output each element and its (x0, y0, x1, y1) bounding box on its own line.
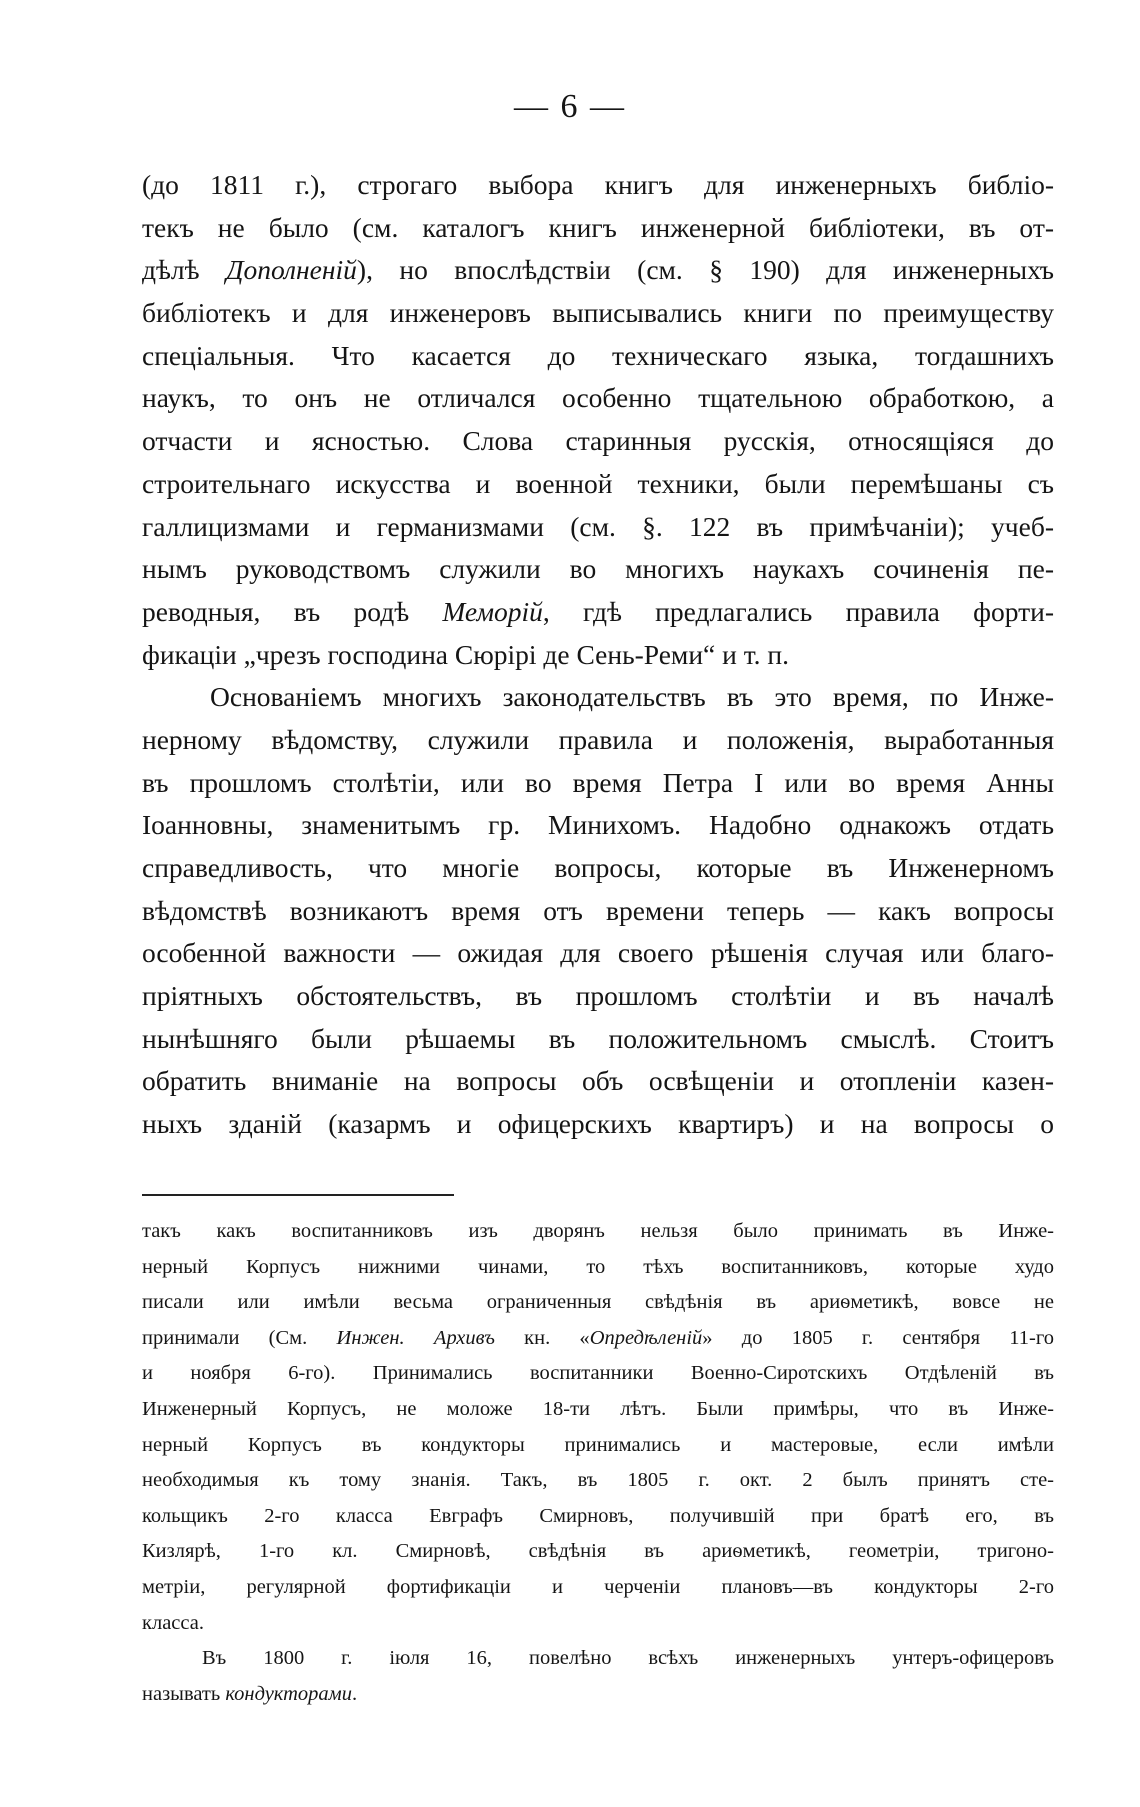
body-line: пріятныхъ обстоятельствъ, въ прошломъ столѣтіи и въ началѣ (142, 980, 1054, 1012)
footnote-line: метріи, регулярной фортификаціи и черченіи плановъ—въ кондукторы 2-го (142, 1575, 1054, 1598)
body-line: строительнаго искусства и военной техники, были перемѣшаны съ (142, 467, 1054, 499)
body-line: нымъ руководствомъ служили во многихъ наукахъ сочиненія пе- (142, 553, 1054, 585)
footnote-line: писали или имѣли весьма ограниченныя свѣдѣнія въ ариѳметикѣ, вовсе не (142, 1291, 1054, 1314)
body-line: Іоанновны, знаменитымъ гр. Минихомъ. Надобно однакожъ отдать (142, 809, 1054, 841)
body-line: библіотекъ и для инженеровъ выписывались книги по преимуществу (142, 297, 1054, 329)
footnote-paragraph-start: Въ 1800 г. іюля 16, повелѣно всѣхъ инженерныхъ унтеръ-офицеровъ (202, 1647, 1054, 1670)
footnote-separator (142, 1194, 454, 1196)
italic-term: Инжен. Архивъ (336, 1326, 495, 1349)
body-line: галлицизмами и германизмами (см. §. 122 въ примѣчаніи); учеб- (142, 510, 1054, 542)
body-line: фикаціи „чрезъ господина Сюрірі де Сень-Реми“ и т. п. (142, 638, 790, 670)
body-line: въ прошломъ столѣтіи, или во время Петра I или во время Анны (142, 766, 1054, 798)
body-line: ныхъ зданій (казармъ и офицерскихъ квартиръ) и на вопросы о (142, 1108, 1054, 1140)
body-line: нерному вѣдомству, служили правила и положенія, выработанныя (142, 723, 1054, 755)
body-line: наукъ, то онъ не отличался особенно тщательною обработкою, а (142, 382, 1054, 414)
body-line: вѣдомствѣ возникаютъ время отъ времени теперь — какъ вопросы (142, 894, 1054, 926)
main-text (142, 164, 1054, 1146)
footnote-line: нерный Корпусъ въ кондукторы принимались и мастеровые, если имѣли (142, 1433, 1054, 1456)
footnote-line: и ноября 6-го). Принимались воспитанники Военно-Сиротскихъ Отдѣленій въ (142, 1362, 1054, 1385)
footnotes (142, 1214, 1054, 1712)
footnote-line: принимали (См. Инжен. Архивъ кн. «Опредѣленій» до 1805 г. сентября 11-го (142, 1326, 1054, 1349)
footnote-line: кольщикъ 2-го класса Евграфъ Смирновъ, получившій при братѣ его, въ (142, 1504, 1054, 1527)
body-line: текъ не было (см. каталогъ книгъ инженерной библіотеки, въ от- (142, 211, 1054, 243)
body-line: отчасти и ясностью. Слова старинныя русскія, относящіяся до (142, 425, 1054, 457)
body-line: нынѣшняго были рѣшаемы въ положительномъ смыслѣ. Стоитъ (142, 1022, 1054, 1054)
footnote-line: такъ какъ воспитанниковъ изъ дворянъ нельзя было принимать въ Инже- (142, 1220, 1054, 1242)
body-line: обратить вниманіе на вопросы объ освѣщеніи и отопленіи казен- (142, 1065, 1054, 1097)
footnote-line: нерный Корпусъ нижними чинами, то тѣхъ воспитанниковъ, которые худо (142, 1255, 1054, 1278)
body-line: справедливость, что многіе вопросы, которые въ Инженерномъ (142, 852, 1054, 883)
footnote-line: называть кондукторами. (142, 1682, 358, 1705)
italic-term: Дополненій (225, 254, 357, 286)
footnote-line: класса. (142, 1611, 204, 1634)
body-line: дѣлѣ Дополненій), но впослѣдствіи (см. § 190) для инженерныхъ (142, 254, 1054, 286)
footnote-line: необходимыя къ тому знанія. Такъ, въ 1805 г. окт. 2 былъ принятъ сте- (142, 1469, 1054, 1492)
footnote-line: Инженерный Корпусъ, не моложе 18-ти лѣтъ. Были примѣры, что въ Инже- (142, 1397, 1054, 1420)
italic-term: Меморій (442, 595, 543, 627)
body-line: спеціальныя. Что касается до техническаго языка, тогдашнихъ (142, 339, 1054, 371)
body-line: реводныя, въ родѣ Меморій, гдѣ предлагались правила форти- (142, 595, 1054, 627)
italic-term: кондукторами (225, 1682, 352, 1705)
paragraph-start: Основаніемъ многихъ законодательствъ въ это время, по Инже- (210, 681, 1054, 713)
footnote-line: Кизлярѣ, 1-го кл. Смирновѣ, свѣдѣнія въ ариѳметикѣ, геометріи, тригоно- (142, 1540, 1054, 1563)
italic-term: Опредѣленій (589, 1326, 703, 1349)
body-line: особенной важности — ожидая для своего рѣшенія случая или благо- (142, 937, 1054, 969)
page-number: — 6 — (514, 88, 626, 125)
body-line: (до 1811 г.), строгаго выбора книгъ для инженерныхъ библіо- (142, 169, 1054, 200)
